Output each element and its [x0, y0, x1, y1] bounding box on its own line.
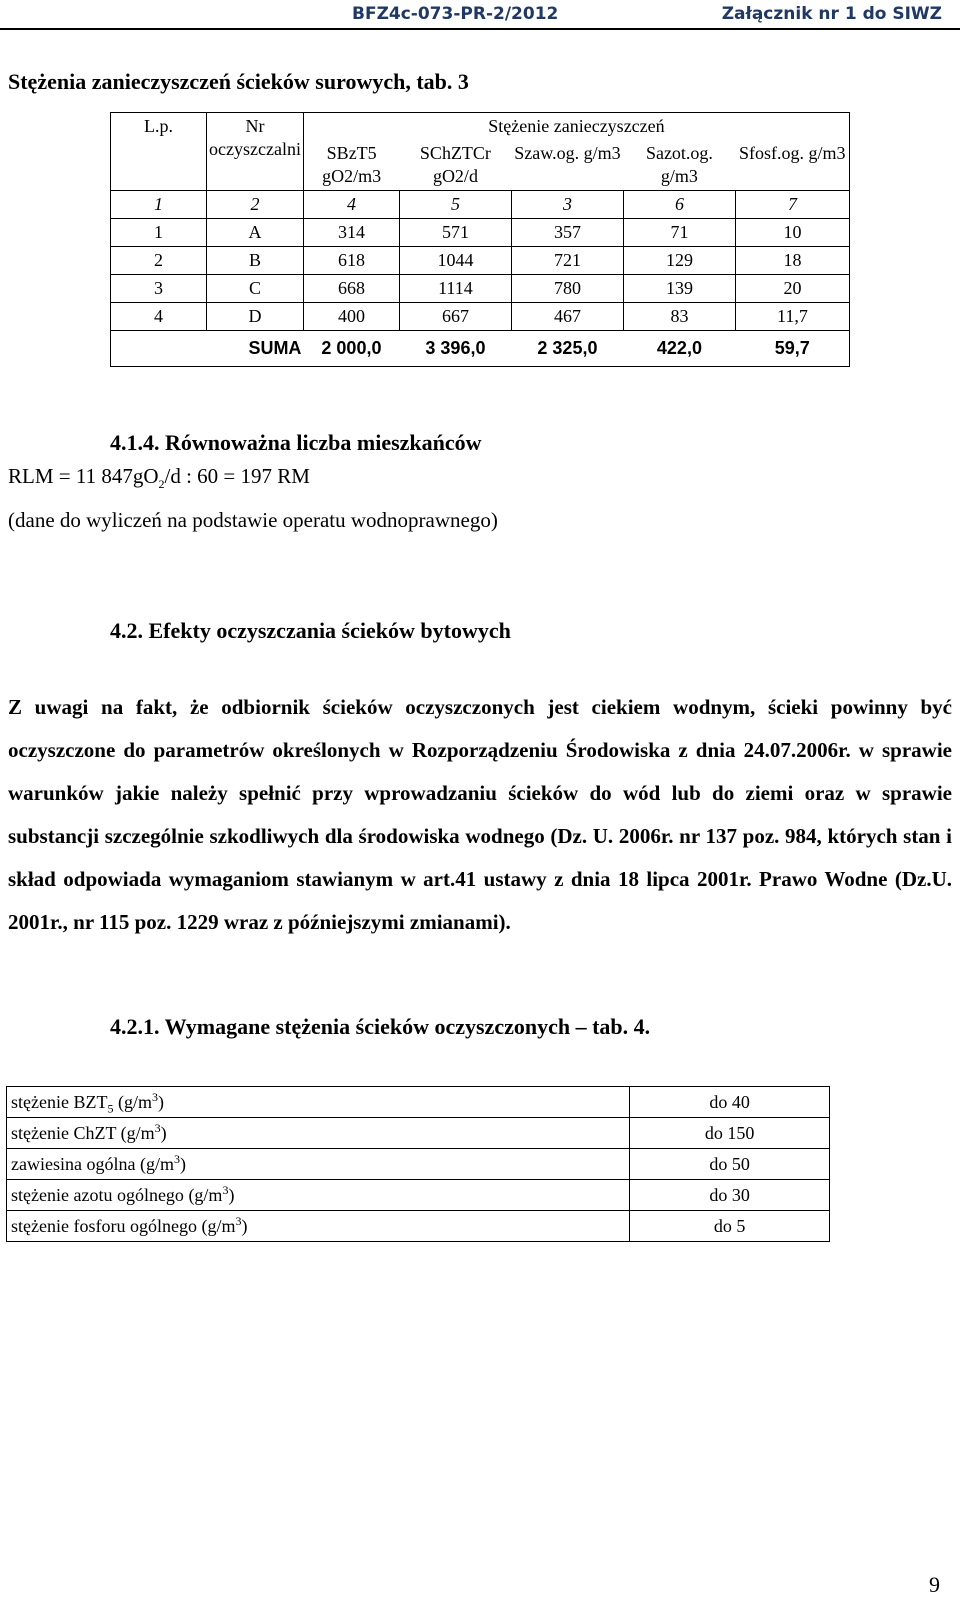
table-cell: 3: [111, 275, 207, 303]
parameter-label: stężenie $BZT_5$ $(g/m^3)$: [7, 1087, 630, 1118]
table-cell: 129: [623, 247, 735, 275]
table-row: [7, 1087, 830, 1118]
table-row: [111, 219, 850, 247]
limit-value: do 5: [630, 1211, 830, 1242]
sum-cell: 422,0: [623, 331, 735, 367]
table-row: [7, 1211, 830, 1242]
col-header-lp: L.p.: [111, 113, 207, 191]
table-cell: 721: [511, 247, 623, 275]
table-row: [7, 1118, 830, 1149]
rlm-formula: RLM = 11 $847gO_2/d$ : 60 = 197 RM: [8, 464, 310, 492]
parameter-label: stężenie fosforu ogólnego $(g/m^3)$: [7, 1211, 630, 1242]
heading-4-2: 4.2. Efekty oczyszczania ścieków bytowych: [110, 618, 511, 643]
numbering-row: [111, 191, 850, 219]
limit-value: do 50: [630, 1149, 830, 1180]
sum-cell: 2 000,0: [303, 331, 399, 367]
sum-label: SUMA: [207, 331, 304, 367]
attachment-label: Załącznik nr 1 do SIWZ: [721, 4, 942, 24]
sum-row: [111, 331, 850, 367]
table-cell: 357: [511, 219, 623, 247]
document-code: BFZ4c-073-PR-2/2012: [352, 4, 559, 24]
table-cell: 1: [111, 219, 207, 247]
col-header-group: Stężenie zanieczyszczeń: [303, 113, 849, 141]
table-cell: D: [207, 303, 304, 331]
sum-cell: 3 396,0: [399, 331, 511, 367]
table-cell: 571: [399, 219, 511, 247]
table-row: [7, 1149, 830, 1180]
table-cell: 18: [735, 247, 849, 275]
table-cell: 5: [399, 191, 511, 219]
section-title: Stężenia zanieczyszczeń ścieków surowych, tab. 3: [8, 69, 469, 94]
subcol-header: Szaw.og. g/m3: [511, 140, 623, 191]
limit-value: do 30: [630, 1180, 830, 1211]
sum-cell: 2 325,0: [511, 331, 623, 367]
table-cell: 4: [303, 191, 399, 219]
table-cell: 6: [623, 191, 735, 219]
table-cell: B: [207, 247, 304, 275]
table-cell: 467: [511, 303, 623, 331]
required-concentrations-table: [6, 1086, 830, 1242]
table-cell: 2: [111, 247, 207, 275]
table-cell: 1: [111, 191, 207, 219]
table-cell: 71: [623, 219, 735, 247]
table-cell: 3: [511, 191, 623, 219]
table-cell: 10: [735, 219, 849, 247]
table-row: [111, 247, 850, 275]
heading-4-1-4: 4.1.4. Równoważna liczba mieszkańców: [110, 430, 482, 455]
table-cell: 2: [207, 191, 304, 219]
table-cell: 20: [735, 275, 849, 303]
table-cell: A: [207, 219, 304, 247]
subcol-header: Sfosf.og. g/m3: [735, 140, 849, 191]
table-cell: 139: [623, 275, 735, 303]
sum-cell: 59,7: [735, 331, 849, 367]
subcol-header: SChZTCr gO2/d: [399, 140, 511, 191]
table-cell: 314: [303, 219, 399, 247]
limit-value: do 150: [630, 1118, 830, 1149]
table-cell: 400: [303, 303, 399, 331]
table-row: [7, 1180, 830, 1211]
table-cell: 618: [303, 247, 399, 275]
table-cell: 780: [511, 275, 623, 303]
table-cell: 11,7: [735, 303, 849, 331]
table-cell: 7: [735, 191, 849, 219]
table-row: [111, 303, 850, 331]
header-divider: [0, 28, 960, 30]
table-cell: 667: [399, 303, 511, 331]
col-header-nr: Nr oczyszczalni: [207, 113, 304, 191]
table-cell: 4: [111, 303, 207, 331]
table-cell: 83: [623, 303, 735, 331]
heading-4-2-1: 4.2.1. Wymagane stężenia ścieków oczyszczonych – tab. 4.: [110, 1014, 651, 1039]
parameter-label: stężenie ChZT $(g/m^3)$: [7, 1118, 630, 1149]
parameter-label: zawiesina ogólna $(g/m^3)$: [7, 1149, 630, 1180]
table-row: [111, 275, 850, 303]
data-source-note: (dane do wyliczeń na podstawie operatu wodnoprawnego): [8, 508, 498, 532]
page-number: 9: [929, 1572, 940, 1597]
regulation-paragraph: Z uwagi na fakt, że odbiornik ścieków oczyszczonych jest ciekiem wodnym, ścieki powinny być oczyszczone do parametrów określonych w Rozporządzeniu Środowiska z dnia 24.07.2006r. w sprawie warunków jakie należy spełnić przy wprowadzaniu ścieków do wód lub do ziemi oraz w sprawie substancji szczególnie szkodliwych dla środowiska wodnego (Dz. U. 2006r. nr 137 poz. 984, których stan i skład odpowiada wymaganiom stawianym w art.41 ustawy z dnia 18 lipca 2001r. Prawo Wodne (Dz.U. 2001r., nr 115 poz. 1229 wraz z późniejszymi zmianami).: [8, 695, 952, 934]
subcol-header: Sazot.og. g/m3: [623, 140, 735, 191]
table-cell: 1044: [399, 247, 511, 275]
parameter-label: stężenie azotu ogólnego $(g/m^3)$: [7, 1180, 630, 1211]
table-cell: 668: [303, 275, 399, 303]
table-cell: C: [207, 275, 304, 303]
subcol-header: SBzT5 gO2/m3: [303, 140, 399, 191]
table-cell: 1114: [399, 275, 511, 303]
limit-value: do 40: [630, 1087, 830, 1118]
raw-sewage-table: [110, 112, 850, 367]
